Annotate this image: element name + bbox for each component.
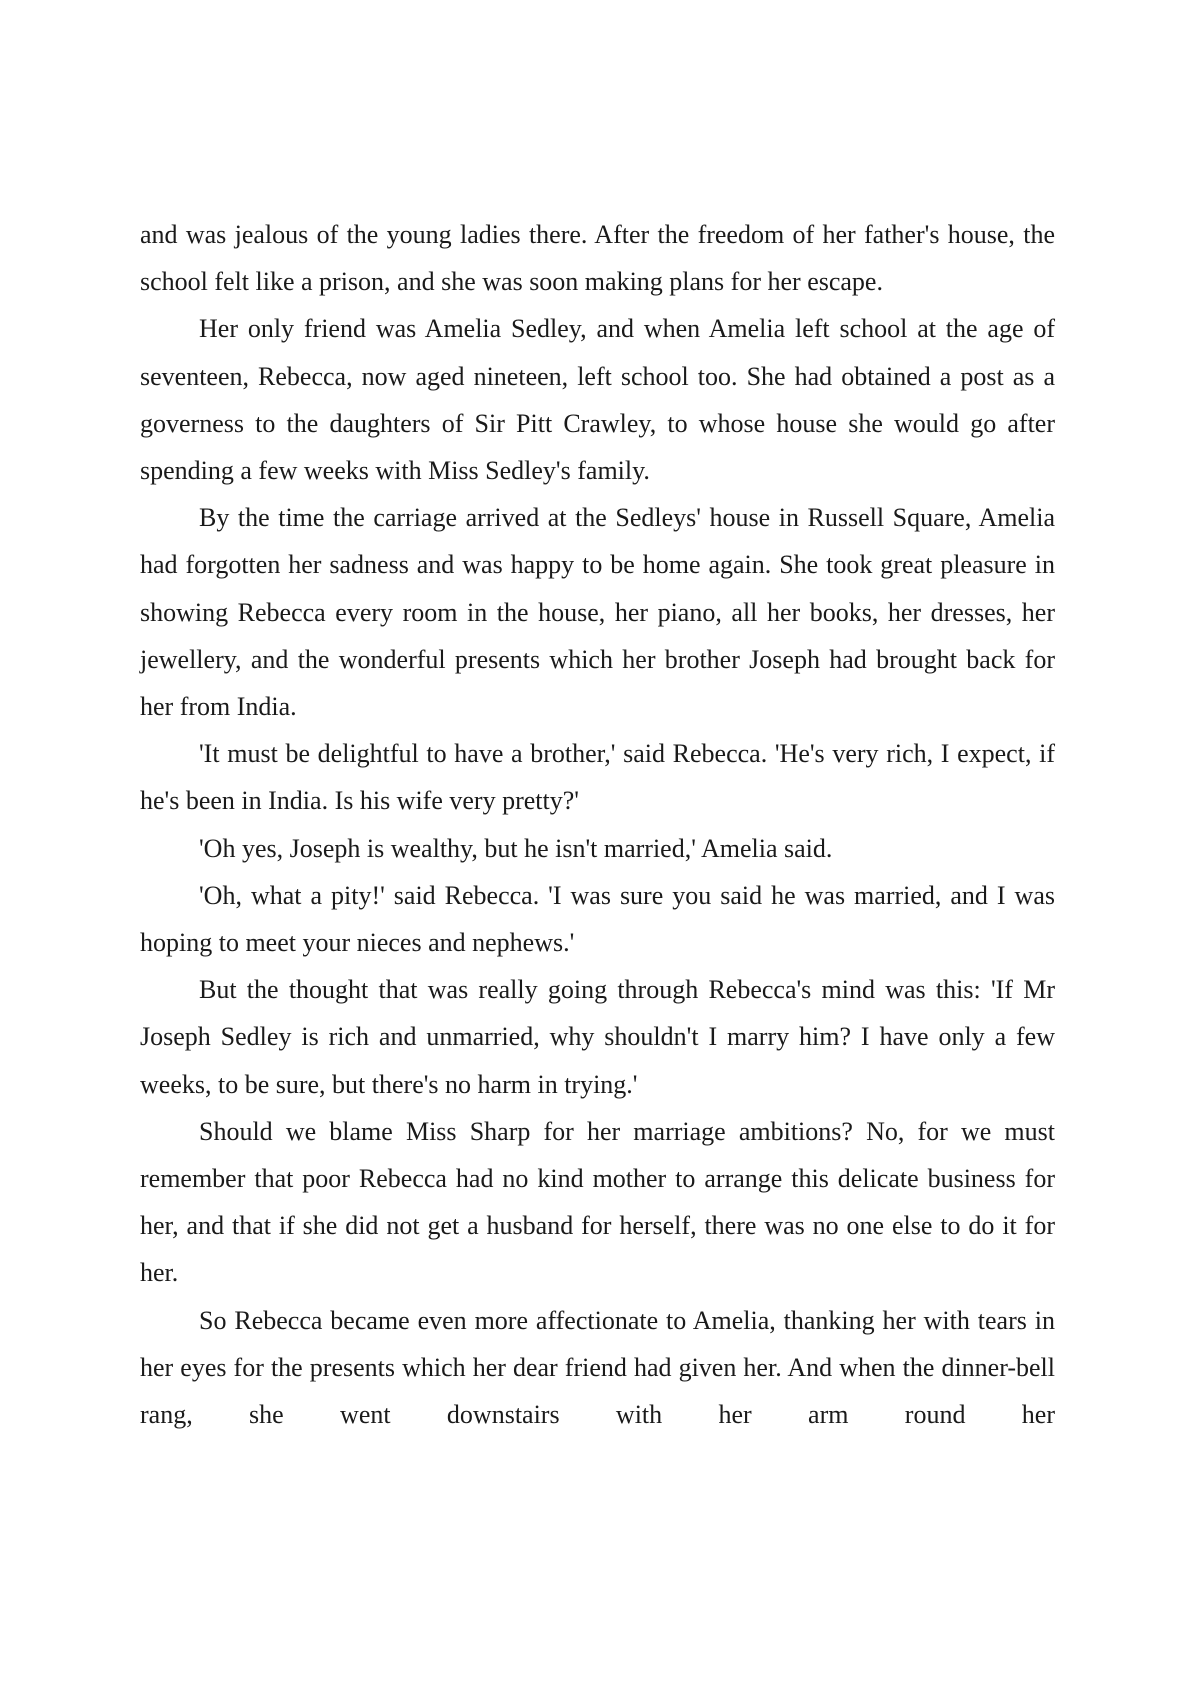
paragraph: 'It must be delightful to have a brother,' said Rebecca. 'He's very rich, I expect, if he's been in India. Is his wife very pretty?': [140, 739, 1055, 816]
paragraph: and was jealous of the young ladies there. After the freedom of her father's house, the school felt like a prison, and she was soon making plans for her escape.: [140, 220, 1055, 297]
paragraph-continued-on-next-page: So Rebecca became even more affectionate to Amelia, thanking her with tears in her eyes for the presents which her dear friend had given her. And when the dinner-bell rang, she went downstairs with her arm round her: [140, 1305, 1055, 1430]
paragraph: 'Oh, what a pity!' said Rebecca. 'I was sure you said he was married, and I was hoping to meet your nieces and nephews.': [140, 880, 1055, 958]
paragraph: Should we blame Miss Sharp for her marriage ambitions? No, for we must remember that poor Rebecca had no kind mother to arrange this delicate business for her, and that if she did not get a husband for herself, there was no one else to do it for her.: [140, 1116, 1055, 1288]
paragraph: 'Oh yes, Joseph is wealthy, but he isn't married,' Amelia said.: [199, 833, 833, 863]
paragraph: But the thought that was really going through Rebecca's mind was this: 'If Mr Joseph Sedley is rich and unmarried, why shouldn't I marry him? I have only a few weeks, to be sure, but there's no harm in trying.': [140, 975, 1055, 1099]
paragraph: Her only friend was Amelia Sedley, and when Amelia left school at the age of seventeen, Rebecca, now aged nineteen, left school too. She had obtained a post as a governess to the daughters of Sir Pitt Crawley, to whose house she would go after spending a few weeks with Miss Sedley's family.: [140, 314, 1055, 486]
paragraph: By the time the carriage arrived at the Sedleys' house in Russell Square, Amelia had forgotten her sadness and was happy to be home again. She took great pleasure in showing Rebecca every room in the house, her piano, all her books, her dresses, her jewellery, and the wonderful presents which her brother Joseph had brought back for her from India.: [140, 503, 1055, 722]
page-body: [140, 211, 1055, 1438]
